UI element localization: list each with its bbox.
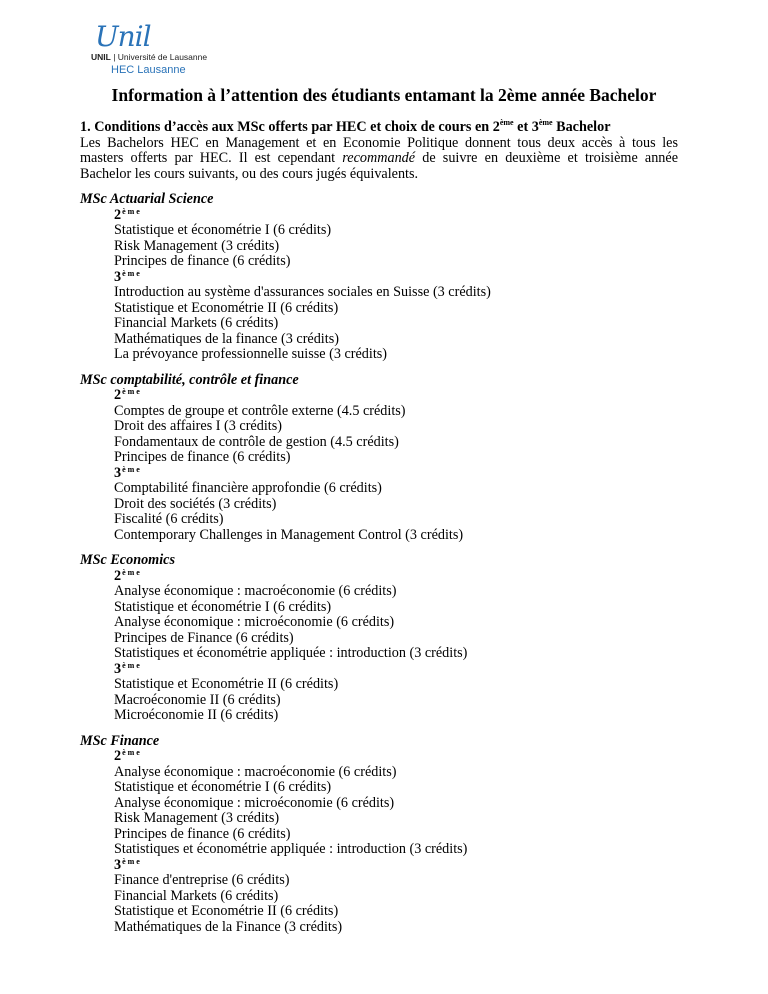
document-body — [80, 120, 678, 935]
course-item: Principes de finance (6 crédits) — [114, 449, 291, 465]
course-item: Financial Markets (6 crédits) — [114, 887, 279, 904]
course-item: Statistique et économétrie I (6 crédits) — [114, 598, 332, 615]
course-item: Finance d'entreprise (6 crédits) — [114, 872, 290, 888]
course-item: Fondamentaux de contrôle de gestion (4.5 crédits) — [114, 433, 399, 450]
course-item: Statistique et Econométrie II (6 crédits) — [114, 299, 339, 316]
course-item: Comptabilité financière approfondie (6 crédits) — [114, 480, 382, 496]
year-level-label: 2ème — [114, 206, 142, 223]
year-level-label: 3ème — [114, 856, 142, 873]
program-block — [80, 734, 678, 936]
program-block — [80, 553, 678, 724]
document-title: Information à l’attention des étudiants entamant la 2ème année Bachelor — [111, 85, 657, 105]
section-heading: 1. Conditions d’accès aux MSc offerts par HEC et choix de cours en 2ème et 3ème Bachelor — [80, 118, 611, 135]
course-item: Risk Management (3 crédits) — [114, 810, 280, 826]
course-item: Comptes de groupe et contrôle externe (4.5 crédits) — [114, 402, 406, 419]
course-item: Principes de finance (6 crédits) — [114, 825, 291, 842]
programs-list — [80, 192, 678, 935]
program-block — [80, 373, 678, 544]
program-name: MSc Actuarial Science — [80, 191, 214, 207]
unil-hec-logo — [91, 22, 241, 78]
course-item: Fiscalité (6 crédits) — [114, 511, 224, 527]
course-item: Macroéconomie II (6 crédits) — [114, 691, 281, 708]
unil-logo-script: Unil — [95, 20, 151, 53]
program-name: MSc Finance — [80, 732, 160, 749]
program-name: MSc comptabilité, contrôle et finance — [80, 371, 299, 388]
course-item: Statistiques et économétrie appliquée : introduction (3 crédits) — [114, 841, 468, 857]
course-item: Analyse économique : macroéconomie (6 crédits) — [114, 763, 397, 780]
intro-paragraph: Les Bachelors HEC en Management et en Economie Politique donnent tous deux accès à tous les masters offerts par HEC. Il est cependant recommandé de suivre en deuxième et troisième année Bachelor les cours suivants, ou des cours jugés équivalents. — [80, 134, 678, 182]
program-name: MSc Economics — [80, 552, 175, 568]
course-item: Introduction au système d'assurances sociales en Suisse (3 crédits) — [114, 284, 491, 300]
course-item: Statistique et économétrie I (6 crédits) — [114, 222, 332, 238]
course-item: Statistique et Econométrie II (6 crédits) — [114, 676, 339, 692]
year-level-label: 2ème — [114, 387, 142, 403]
course-item: La prévoyance professionnelle suisse (3 crédits) — [114, 346, 388, 362]
course-item: Financial Markets (6 crédits) — [114, 315, 279, 331]
course-item: Principes de finance (6 crédits) — [114, 253, 291, 269]
year-level-label: 3ème — [114, 464, 142, 481]
course-item: Mathématiques de la finance (3 crédits) — [114, 330, 339, 347]
course-item: Statistique et économétrie I (6 crédits) — [114, 779, 332, 795]
course-item: Analyse économique : macroéconomie (6 crédits) — [114, 583, 397, 599]
course-item: Mathématiques de la Finance (3 crédits) — [114, 918, 343, 935]
year-level-label: 2ème — [114, 567, 142, 584]
program-block — [80, 192, 678, 363]
course-item: Analyse économique : microéconomie (6 crédits) — [114, 794, 395, 811]
year-level-label: 3ème — [114, 268, 142, 285]
course-item: Microéconomie II (6 crédits) — [114, 707, 279, 723]
year-level-label: 3ème — [114, 660, 142, 677]
course-item: Statistique et Econométrie II (6 crédits) — [114, 903, 339, 919]
course-item: Statistiques et économétrie appliquée : introduction (3 crédits) — [114, 645, 468, 661]
course-item: Principes de Finance (6 crédits) — [114, 629, 294, 646]
course-item: Analyse économique : microéconomie (6 crédits) — [114, 614, 395, 630]
course-item: Droit des affaires I (3 crédits) — [114, 418, 282, 434]
logo-university-line: UNIL | Université de Lausanne — [91, 52, 208, 62]
course-item: Risk Management (3 crédits) — [114, 237, 280, 254]
year-level-label: 2ème — [114, 748, 142, 764]
logo-faculty-line: HEC Lausanne — [111, 64, 186, 76]
course-item: Contemporary Challenges in Management Control (3 crédits) — [114, 526, 464, 543]
course-item: Droit des sociétés (3 crédits) — [114, 495, 277, 512]
